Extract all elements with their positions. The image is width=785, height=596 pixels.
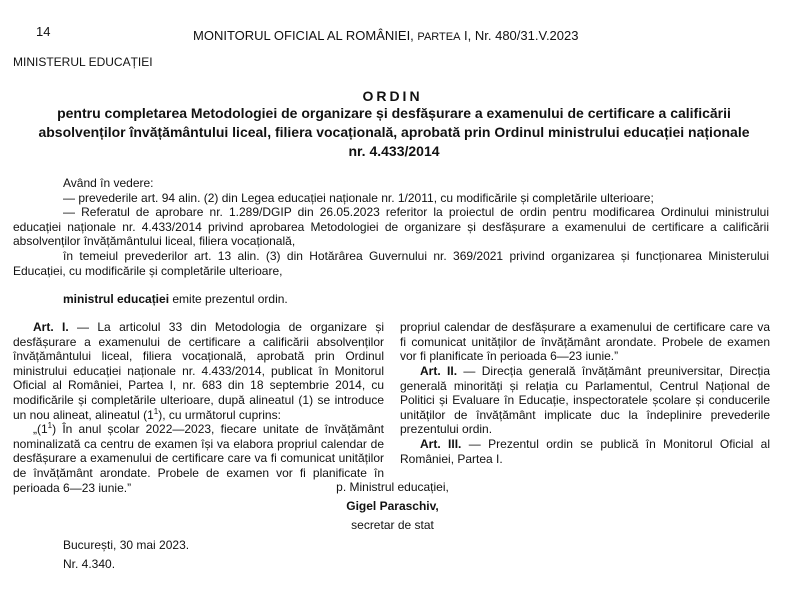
article-3 xyxy=(400,437,770,466)
signatory-role: secretar de stat xyxy=(351,518,434,532)
preamble xyxy=(13,176,769,278)
quote-text: ) În anul școlar 2022—2023, fiecare unitate de învățământ nominalizată ca centru de examen își va elabora propriul calendar de desfășurare a examenului de certificare care va fi comunicat unităților de învățământ arondate. Probele de examen vor fi planificate în perioada 6—23 iunie.” xyxy=(13,422,384,495)
place-and-date: București, 30 mai 2023. xyxy=(63,538,190,552)
quote-superscript: 1 xyxy=(47,421,53,431)
running-header-partea: PARTEA xyxy=(417,31,461,43)
issuing-ministry: MINISTERUL EDUCAȚIEI xyxy=(13,55,153,69)
signatory-name: Gigel Paraschiv, xyxy=(346,499,439,513)
running-header-part3: I, Nr. 480/31.V.2023 xyxy=(460,28,579,43)
article-3-text: — Prezentul ordin se publică în Monitorul Oficial al României, Partea I. xyxy=(400,436,770,466)
running-header-part1: MONITORUL OFICIAL AL ROMÂNIEI, xyxy=(193,28,418,43)
article-1-text: — La articolul 33 din Metodologia de organizare și desfășurare a examenului de certificare a calificării absolvenților învățământului liceal, filiera vocațională, aprobată prin Ordinul ministrului educației naționale nr. 4.433/2014, publicat în Monitorul Oficial al României, Partea I, nr. 683 din 18 septembrie 2014, cu modificările și completările ulterioare, după alineatul (1) se introduce un nou alineat, alineatul (1 xyxy=(13,320,384,422)
preamble-item-1: — prevederile art. 94 alin. (2) din Legea educației naționale nr. 1/2011, cu modificările și completările ulterioare; xyxy=(63,190,654,205)
document-type-title: ORDIN xyxy=(362,88,423,104)
article-1-label: Art. I. xyxy=(33,320,69,334)
article-1-text-end: ), cu următorul cuprins: xyxy=(158,407,281,422)
emits-statement xyxy=(63,292,288,306)
quote-continuation-viewport xyxy=(400,320,770,364)
article-column-left xyxy=(13,320,384,495)
emits-rest: emite prezentul ordin. xyxy=(169,292,288,306)
quote-continuation: propriul calendar de desfășurare a examenului de certificare care va fi comunicat unităților de învățământ arondate. Probele de examen vor fi planificate în perioada 6—23 iunie.” xyxy=(400,320,770,364)
article-1-quote xyxy=(13,421,384,495)
article-2 xyxy=(400,364,770,437)
running-header xyxy=(193,28,578,43)
article-3-label: Art. III. xyxy=(420,436,462,451)
page-number: 14 xyxy=(36,24,51,39)
preamble-item-2: — Referatul de aprobare nr. 1.289/DGIP din 26.05.2023 referitor la proiectul de ordin pentru modificarea Ordinului ministrului educației naționale nr. 4.433/2014 privind aprobarea Metodologiei de organizare și desfășurare a examenului de certificare a calificării absolvenților învățământului liceal, filiera vocațională, xyxy=(13,205,769,249)
emits-authority: ministrul educației xyxy=(63,292,170,306)
preamble-intro: Având în vedere: xyxy=(63,176,154,190)
document-subtitle: pentru completarea Metodologiei de organizare și desfășurare a examenului de certificare a calificării absolvenților învățământului liceal, filiera vocațională, aprobată prin Ordinul ministrului educației naționale nr. 4.433/2014 xyxy=(38,105,750,159)
signature-line: p. Ministrul educației, xyxy=(336,480,449,494)
article-1-superscript: 1 xyxy=(153,406,159,416)
quote-open: „(1 xyxy=(33,422,48,437)
article-2-label: Art. II. xyxy=(420,364,458,378)
article-2-text: — Direcția generală învățământ preuniversitar, Direcția generală minorități și relația cu Parlamentul, Centrul Național de Politici și Evaluare în Educație, inspectoratele școlare și conducerile unităților de învățământ implicate duc la îndeplinire prevederile prezentului ordin. xyxy=(400,364,770,437)
order-number: Nr. 4.340. xyxy=(63,557,116,571)
preamble-item-3: în temeiul prevederilor art. 13 alin. (3) din Hotărârea Guvernului nr. 369/2021 privind organizarea și funcționarea Ministerului Educației, cu modificările și completările ulterioare, xyxy=(13,248,769,278)
article-column-right xyxy=(400,320,770,466)
article-1 xyxy=(13,320,384,422)
